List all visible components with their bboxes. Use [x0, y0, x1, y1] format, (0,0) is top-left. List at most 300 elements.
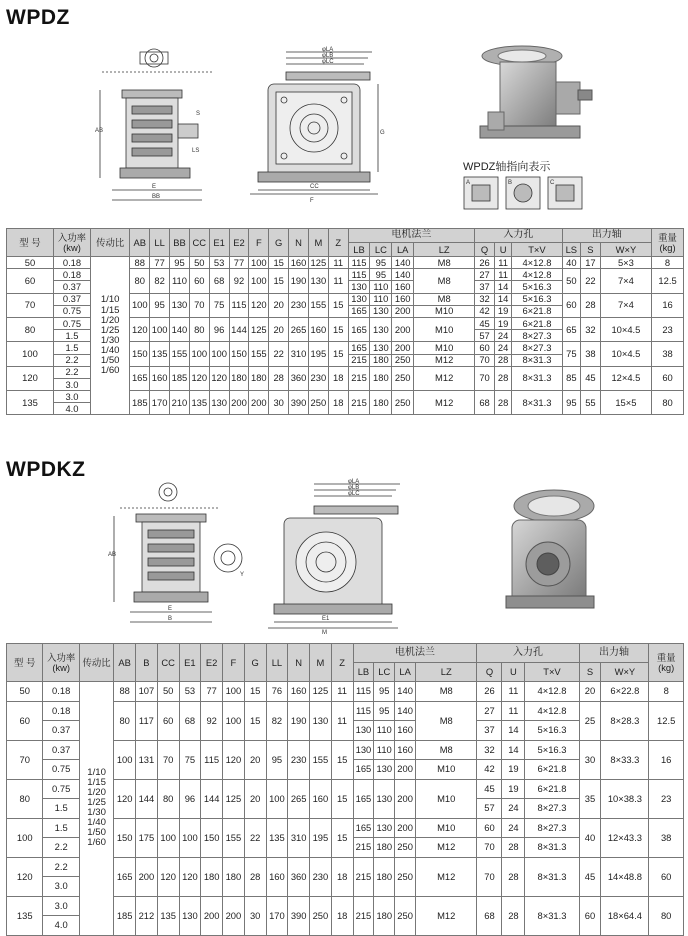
cell-flange-lz: M10: [416, 779, 477, 818]
cell-dim-n: 190: [288, 701, 310, 740]
cell-weight: 60: [649, 857, 684, 896]
cell-dim-e1: 68: [179, 701, 201, 740]
cell-flange-2: 160: [392, 293, 414, 305]
wpdkz-product-photo: [490, 484, 605, 619]
cell-power: 4.0: [53, 403, 90, 415]
header-output-0: S: [579, 663, 601, 682]
cell-power: 0.37: [53, 281, 90, 293]
cell-weight: 80: [649, 896, 684, 935]
cell-flange-1: 130: [374, 779, 395, 818]
header-power-unit: (kw): [63, 241, 81, 253]
cell-flange-2: 200: [392, 317, 414, 341]
cell-weight: 12.5: [649, 701, 684, 740]
cell-dim-z: 18: [328, 366, 348, 390]
cell-input-0: 70: [477, 838, 502, 858]
cell-flange-lz: M12: [414, 366, 475, 390]
cell-dim-cc: 80: [189, 317, 209, 341]
cell-output-2: 7×4: [600, 269, 651, 293]
header-weight-label: 重量: [656, 651, 676, 663]
header-dim-g: G: [244, 644, 266, 682]
cell-flange-1: 110: [370, 281, 392, 293]
cell-dim-b: 200: [136, 857, 158, 896]
cell-input-0: 26: [475, 257, 495, 269]
cell-flange-2: 160: [395, 721, 416, 741]
cell-flange-0: 165: [348, 317, 370, 341]
cell-input-1: 24: [502, 799, 525, 819]
cell-power: 2.2: [53, 354, 90, 366]
cell-dim-z: 15: [328, 342, 348, 366]
cell-input-2: 6×21.8: [525, 779, 579, 799]
cell-dim-ll: 170: [266, 896, 288, 935]
cell-dim-e2: 115: [201, 740, 223, 779]
cell-input-0: 42: [477, 760, 502, 780]
cell-dim-f: 120: [249, 293, 269, 317]
cell-output-1: 12×43.3: [601, 818, 649, 857]
cell-input-2: 8×31.3: [525, 857, 579, 896]
cell-dim-f: 100: [249, 269, 269, 293]
cell-output-1: 18×64.4: [601, 896, 649, 935]
svg-text:M: M: [322, 630, 327, 636]
cell-dim-ll: 100: [266, 779, 288, 818]
cell-dim-z: 15: [328, 293, 348, 317]
cell-flange-2: 250: [395, 838, 416, 858]
cell-output-2: 12×4.5: [600, 366, 651, 390]
cell-dim-b: 131: [136, 740, 158, 779]
cell-dim-z: 18: [331, 857, 353, 896]
cell-output-1: 55: [581, 391, 601, 415]
svg-text:φLC: φLC: [348, 491, 360, 497]
cell-power: 0.75: [53, 317, 90, 329]
cell-input-2: 4×12.8: [525, 682, 579, 702]
cell-output-1: 17: [581, 257, 601, 269]
cell-input-1: 11: [494, 257, 511, 269]
svg-text:F: F: [310, 198, 314, 204]
cell-output-0: 85: [562, 366, 581, 390]
cell-output-0: 30: [579, 740, 601, 779]
svg-text:E: E: [168, 606, 173, 612]
cell-flange-0: 115: [348, 257, 370, 269]
cell-input-0: 68: [475, 391, 495, 415]
header-input-0: Q: [475, 243, 495, 257]
header-model: 型 号: [7, 644, 43, 682]
header-dim-cc: CC: [157, 644, 179, 682]
cell-flange-1: 130: [370, 342, 392, 354]
cell-flange-0: 115: [353, 682, 374, 702]
header-flange-lc: LC: [370, 243, 392, 257]
cell-flange-lz: M10: [414, 305, 475, 317]
cell-dim-ll: 95: [266, 740, 288, 779]
cell-dim-n: 230: [288, 740, 310, 779]
cell-flange-1: 130: [370, 317, 392, 341]
cell-weight: 16: [649, 740, 684, 779]
header-weight-label: 重量: [658, 231, 677, 243]
cell-flange-0: 165: [348, 342, 370, 354]
cell-dim-e1: 53: [209, 257, 229, 269]
cell-dim-b: 144: [136, 779, 158, 818]
header-power-label: 入功率: [47, 651, 76, 663]
cell-input-2: 8×31.3: [512, 354, 562, 366]
cell-dim-bb: 130: [170, 293, 190, 317]
cell-flange-2: 160: [395, 740, 416, 760]
cell-flange-1: 180: [370, 391, 392, 415]
cell-input-0: 70: [475, 366, 495, 390]
header-weight-unit: (kg): [658, 661, 675, 673]
cell-flange-1: 180: [374, 896, 395, 935]
table-row: [7, 257, 684, 269]
cell-dim-cc: 50: [157, 682, 179, 702]
cell-flange-0: 130: [353, 740, 374, 760]
cell-dim-g: 28: [244, 857, 266, 896]
cell-input-1: 19: [494, 305, 511, 317]
wpdz-title: WPDZ: [6, 6, 70, 29]
cell-dim-n: 310: [288, 818, 310, 857]
cell-dim-m: 160: [310, 779, 332, 818]
header-output-1: S: [581, 243, 601, 257]
svg-text:AB: AB: [95, 128, 104, 134]
cell-flange-2: 200: [395, 779, 416, 818]
cell-power: 1.5: [53, 342, 90, 354]
cell-dim-e2: 77: [201, 682, 223, 702]
cell-input-1: 14: [494, 281, 511, 293]
cell-output-1: 6×22.8: [601, 682, 649, 702]
cell-input-2: 8×31.3: [512, 391, 562, 415]
cell-model: 70: [7, 740, 43, 779]
header-flange-la: LA: [392, 243, 414, 257]
cell-input-0: 32: [477, 740, 502, 760]
cell-input-2: 6×21.8: [525, 760, 579, 780]
cell-flange-0: 215: [353, 857, 374, 896]
wpdz-side-view-drawing: [92, 40, 227, 210]
cell-flange-2: 140: [392, 269, 414, 281]
cell-flange-lz: M10: [414, 317, 475, 341]
cell-dim-e1: 75: [209, 293, 229, 317]
cell-dim-g: 15: [269, 257, 289, 269]
cell-flange-lz: M12: [414, 391, 475, 415]
cell-input-1: 19: [494, 317, 511, 329]
cell-output-2: 5×3: [600, 257, 651, 269]
svg-text:φLC: φLC: [322, 59, 334, 65]
cell-dim-ll: 95: [150, 293, 170, 317]
cell-power: 0.75: [53, 305, 90, 317]
cell-dim-m: 195: [310, 818, 332, 857]
cell-model: 120: [7, 366, 54, 390]
cell-dim-n: 230: [289, 293, 309, 317]
cell-output-1: 38: [581, 342, 601, 366]
wpdz-axis-caption: WPDZ轴指向表示: [463, 161, 551, 173]
cell-dim-cc: 120: [157, 857, 179, 896]
svg-text:φLB: φLB: [322, 53, 334, 59]
header-output-0: LS: [562, 243, 581, 257]
header-dim-cc: CC: [189, 229, 209, 257]
cell-dim-e2: 92: [201, 701, 223, 740]
cell-power: 2.2: [53, 366, 90, 378]
cell-power: 0.75: [43, 760, 79, 780]
cell-dim-ll: 77: [150, 257, 170, 269]
cell-dim-g: 15: [244, 682, 266, 702]
cell-dim-e2: 92: [229, 269, 249, 293]
cell-input-1: 28: [494, 354, 511, 366]
cell-input-1: 11: [502, 682, 525, 702]
cell-dim-e1: 120: [179, 857, 201, 896]
header-dim-f: F: [223, 644, 245, 682]
header-dim-z: Z: [328, 229, 348, 257]
cell-dim-g: 20: [244, 740, 266, 779]
header-flange-lb: LB: [348, 243, 370, 257]
cell-input-2: 8×27.3: [512, 342, 562, 354]
cell-flange-1: 130: [374, 760, 395, 780]
svg-text:AB: AB: [108, 552, 117, 558]
cell-dim-n: 390: [289, 391, 309, 415]
cell-dim-z: 11: [328, 257, 348, 269]
cell-dim-cc: 120: [189, 366, 209, 390]
cell-dim-m: 160: [308, 317, 328, 341]
header-dim-bb: BB: [170, 229, 190, 257]
header-dim-ab: AB: [114, 644, 136, 682]
cell-dim-g: 20: [269, 317, 289, 341]
cell-dim-ab: 88: [130, 257, 150, 269]
cell-dim-f: 100: [249, 257, 269, 269]
cell-flange-lz: M8: [416, 740, 477, 760]
cell-dim-f: 200: [249, 391, 269, 415]
cell-model: 135: [7, 391, 54, 415]
cell-input-2: 5×16.3: [525, 740, 579, 760]
svg-text:BB: BB: [152, 194, 161, 200]
cell-input-2: 8×31.3: [512, 366, 562, 390]
cell-dim-g: 30: [269, 391, 289, 415]
cell-input-2: 6×21.8: [512, 317, 562, 329]
cell-output-2: 7×4: [600, 293, 651, 317]
wpdkz-spec-table: [6, 643, 684, 936]
cell-power: 1.5: [53, 330, 90, 342]
cell-dim-f: 180: [249, 366, 269, 390]
cell-flange-0: 215: [348, 354, 370, 366]
cell-dim-e2: 180: [201, 857, 223, 896]
cell-dim-cc: 135: [157, 896, 179, 935]
cell-input-0: 57: [475, 330, 495, 342]
cell-dim-cc: 60: [189, 269, 209, 293]
cell-dim-n: 190: [289, 269, 309, 293]
wpdkz-front-view-drawing: [262, 476, 412, 636]
cell-dim-ll: 135: [266, 818, 288, 857]
cell-flange-1: 130: [370, 305, 392, 317]
cell-input-0: 27: [477, 701, 502, 721]
cell-flange-lz: M8: [416, 682, 477, 702]
cell-dim-b: 212: [136, 896, 158, 935]
cell-input-1: 19: [502, 779, 525, 799]
cell-flange-0: 215: [348, 366, 370, 390]
cell-input-1: 24: [494, 330, 511, 342]
svg-text:Y: Y: [240, 572, 245, 578]
cell-dim-ll: 135: [150, 342, 170, 366]
cell-input-2: 5×16.3: [525, 721, 579, 741]
cell-flange-0: 215: [353, 838, 374, 858]
wpdkz-title: WPDKZ: [6, 458, 86, 481]
header-dim-e2: E2: [201, 644, 223, 682]
cell-power: 0.18: [53, 257, 90, 269]
cell-dim-bb: 140: [170, 317, 190, 341]
cell-dim-e2: 150: [201, 818, 223, 857]
cell-dim-m: 130: [308, 269, 328, 293]
cell-weight: 8: [649, 682, 684, 702]
cell-dim-g: 28: [269, 366, 289, 390]
cell-model: 120: [7, 857, 43, 896]
header-input-2: T×V: [525, 663, 579, 682]
cell-dim-ab: 80: [130, 269, 150, 293]
cell-flange-2: 250: [392, 366, 414, 390]
header-dim-n: N: [289, 229, 309, 257]
header-output-group: 出力轴: [579, 644, 649, 663]
cell-input-0: 32: [475, 293, 495, 305]
cell-weight: 23: [649, 779, 684, 818]
cell-input-2: 4×12.8: [512, 257, 562, 269]
cell-model: 100: [7, 818, 43, 857]
cell-input-2: 5×16.3: [512, 293, 562, 305]
header-dim-ab: AB: [130, 229, 150, 257]
header-dim-e1: E1: [179, 644, 201, 682]
cell-input-0: 37: [475, 281, 495, 293]
cell-flange-lz: M8: [414, 257, 475, 269]
cell-dim-m: 250: [310, 896, 332, 935]
cell-dim-cc: 100: [157, 818, 179, 857]
cell-output-0: 25: [579, 701, 601, 740]
cell-dim-ab: 100: [130, 293, 150, 317]
wpdkz-side-view-drawing: [100, 476, 255, 636]
cell-model: 70: [7, 293, 54, 317]
cell-dim-e2: 77: [229, 257, 249, 269]
svg-text:S: S: [196, 111, 201, 117]
cell-dim-m: 155: [310, 740, 332, 779]
cell-power: 1.5: [43, 818, 79, 838]
header-dim-e2: E2: [229, 229, 249, 257]
cell-dim-ab: 150: [114, 818, 136, 857]
header-flange-group: 电机法兰: [353, 644, 477, 663]
cell-output-2: 15×5: [600, 391, 651, 415]
header-input-group: 入力孔: [477, 644, 579, 663]
cell-dim-z: 18: [328, 391, 348, 415]
cell-power: 3.0: [43, 877, 79, 897]
cell-dim-z: 15: [331, 740, 353, 779]
cell-dim-m: 195: [308, 342, 328, 366]
cell-weight: 12.5: [652, 269, 684, 293]
cell-dim-g: 30: [244, 896, 266, 935]
cell-input-0: 27: [475, 269, 495, 281]
cell-output-1: 22: [581, 269, 601, 293]
cell-output-1: 28: [581, 293, 601, 317]
cell-dim-cc: 80: [157, 779, 179, 818]
cell-flange-2: 140: [395, 701, 416, 721]
cell-dim-e2: 144: [229, 317, 249, 341]
header-dim-g: G: [269, 229, 289, 257]
cell-weight: 16: [652, 293, 684, 317]
cell-flange-lz: M10: [416, 818, 477, 838]
wpdz-spec-table: [6, 228, 684, 415]
cell-dim-m: 125: [308, 257, 328, 269]
wpdz-front-view-drawing: [240, 44, 390, 204]
cell-flange-0: 215: [348, 391, 370, 415]
cell-output-1: 8×33.3: [601, 740, 649, 779]
cell-dim-f: 155: [223, 818, 245, 857]
cell-dim-f: 200: [223, 896, 245, 935]
cell-input-1: 11: [494, 269, 511, 281]
cell-output-0: 60: [579, 896, 601, 935]
cell-dim-e1: 100: [179, 818, 201, 857]
table-row: [7, 682, 684, 702]
cell-dim-ll: 160: [266, 857, 288, 896]
svg-text:C: C: [550, 180, 555, 186]
cell-output-1: 32: [581, 317, 601, 341]
cell-flange-0: 165: [353, 760, 374, 780]
svg-text:φLB: φLB: [348, 485, 360, 491]
cell-flange-1: 95: [374, 701, 395, 721]
cell-output-0: 35: [579, 779, 601, 818]
cell-input-1: 11: [502, 701, 525, 721]
cell-ratio: 1/10 1/15 1/20 1/25 1/30 1/40 1/50 1/60: [79, 682, 113, 936]
cell-output-0: 60: [562, 293, 581, 317]
cell-flange-lz: M12: [414, 354, 475, 366]
cell-output-1: 8×28.3: [601, 701, 649, 740]
cell-dim-bb: 95: [170, 257, 190, 269]
cell-dim-cc: 70: [189, 293, 209, 317]
cell-power: 0.75: [43, 779, 79, 799]
cell-weight: 38: [649, 818, 684, 857]
header-flange-lb: LB: [353, 663, 374, 682]
cell-flange-lz: M12: [416, 896, 477, 935]
header-power: [53, 229, 90, 257]
cell-dim-ll: 82: [150, 269, 170, 293]
cell-flange-1: 110: [374, 721, 395, 741]
header-flange-lz: LZ: [416, 663, 477, 682]
cell-power: 3.0: [53, 391, 90, 403]
cell-output-1: 14×48.8: [601, 857, 649, 896]
cell-dim-n: 265: [289, 317, 309, 341]
cell-dim-n: 160: [289, 257, 309, 269]
header-flange-group: 电机法兰: [348, 229, 475, 243]
header-model: 型 号: [7, 229, 54, 257]
cell-input-0: 45: [477, 779, 502, 799]
cell-weight: 23: [652, 317, 684, 341]
cell-input-1: 28: [494, 391, 511, 415]
cell-power: 0.18: [43, 701, 79, 721]
svg-text:B: B: [168, 616, 173, 622]
cell-input-0: 70: [477, 857, 502, 896]
header-output-group: 出力轴: [562, 229, 652, 243]
cell-dim-ll: 76: [266, 682, 288, 702]
cell-model: 80: [7, 317, 54, 341]
cell-input-0: 60: [475, 342, 495, 354]
header-input-2: T×V: [512, 243, 562, 257]
cell-dim-ab: 150: [130, 342, 150, 366]
header-input-0: Q: [477, 663, 502, 682]
cell-dim-ll: 100: [150, 317, 170, 341]
cell-dim-ab: 80: [114, 701, 136, 740]
header-dim-ll: LL: [150, 229, 170, 257]
cell-input-2: 8×27.3: [525, 818, 579, 838]
cell-flange-2: 200: [392, 342, 414, 354]
cell-flange-0: 165: [348, 305, 370, 317]
cell-dim-cc: 60: [157, 701, 179, 740]
cell-weight: 60: [652, 366, 684, 390]
cell-dim-f: 180: [223, 857, 245, 896]
cell-power: 1.5: [43, 799, 79, 819]
cell-dim-z: 15: [331, 779, 353, 818]
cell-input-1: 24: [502, 818, 525, 838]
cell-dim-m: 230: [308, 366, 328, 390]
cell-input-2: 5×16.3: [512, 281, 562, 293]
cell-input-0: 37: [477, 721, 502, 741]
cell-flange-0: 115: [353, 701, 374, 721]
svg-text:φLA: φLA: [348, 479, 360, 485]
cell-dim-m: 130: [310, 701, 332, 740]
